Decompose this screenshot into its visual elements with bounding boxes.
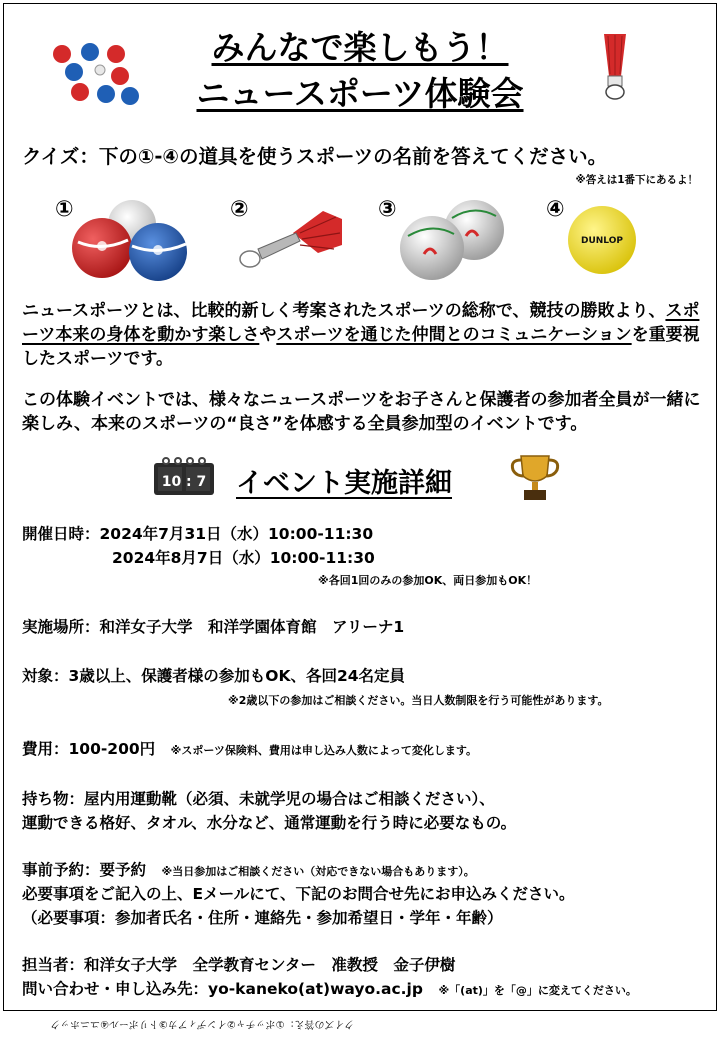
contact-row [22,977,637,999]
calendar-digits: 10 : 7 [161,474,207,490]
ball-brand-label: DUNLOP [581,236,623,246]
contact-note: ※「(at)」を「@」に変えてください。 [438,984,637,997]
target-note: ※2歳以下の参加はご相談ください。当日人数制限を行う可能性があります。 [228,694,609,707]
quiz-question: クイズ：下の①-④の道具を使うスポーツの名前を答えてください。 [22,145,608,168]
quiz-number-2: ② [230,197,249,222]
event-date-row-2: 2024年8月7日（水）10:00-11:30 [112,549,375,567]
fee-note: ※スポーツ保険料、費用は申し込み人数によって変化します。 [170,744,478,757]
contact-email[interactable]: 問い合わせ・申し込み先：yo-kaneko(at)wayo.ac.jp [22,980,423,998]
date-note: ※各回1回のみの参加OK、両日参加もOK！ [318,574,538,587]
venue: 実施場所：和洋女子大学 和洋学園体育館 アリーナ1 [22,618,405,636]
fee-row: 費用：100-200円 ※スポーツ保険料、費用は申し込み人数によって変化します。 [22,740,478,758]
reservation-note: ※当日参加はご相談ください（対応できない場合もあります）。 [161,865,475,878]
indiaca-icon [238,205,348,275]
quiz-number-1: ① [55,197,74,222]
reservation-line-3: （必要事項：参加者氏名・住所・連絡先・参加希望日・学年・年齢） [22,909,503,927]
page-title-line2: ニュースポーツ体験会 [196,74,524,113]
contact-person: 担当者：和洋女子大学 全学教育センター 准教授 金子伊樹 [22,956,456,974]
intro-paragraph-2: この体験イベントでは、様々なニュースポーツをお子さんと保護者の参加者全員が一緒に楽しみ、本来のスポーツの“良さ”を体感する全員参加型のイベントです。 [22,390,701,434]
items-line-1: 持ち物：屋内用運動靴（必須、未就学児の場合はご相談ください）、 [22,790,495,808]
quiz-number-3: ③ [378,197,397,222]
trophy-icon [508,452,562,504]
yellow-ball-icon [566,205,638,275]
intro-paragraph-1: ニュースポーツとは、比較的新しく考案されたスポーツの総称で、競技の勝敗より、スポーツ本来の身体を動かす楽しさやスポーツを通じた仲間とのコミュニケーションを重要視したスポーツです。 [22,301,700,369]
page-title-line1: みんなで楽しもう！ [211,28,509,67]
quiz-note: ※答えは1番下にあるよ！ [575,174,698,186]
triball-icon [396,196,511,286]
event-date-row-1: 開催日時：2024年7月31日（水）10:00-11:30 [22,525,374,543]
section-title: イベント実施詳細 [236,468,452,499]
reservation-row: 事前予約：要予約 ※当日参加はご相談ください（対応できない場合もあります）。 [22,861,475,879]
quiz-answer-upside-down: クイズの答え：①ボッチャ②インディアカ③トリボール④ユニホック [50,1018,354,1029]
calendar-icon [152,455,216,497]
items-line-2: 運動できる格好、タオル、水分など、通常運動を行う時に必要なもの。 [22,814,517,832]
quiz-number-4: ④ [546,197,565,222]
boccia-balls-photo-icon [70,198,190,283]
target-audience: 対象：3歳以上、保護者様の参加もOK、各回24名定員 [22,667,406,685]
reservation-line-2: 必要事項をご記入の上、Eメールにて、下記のお問合せ先にお申込みください。 [22,885,575,903]
